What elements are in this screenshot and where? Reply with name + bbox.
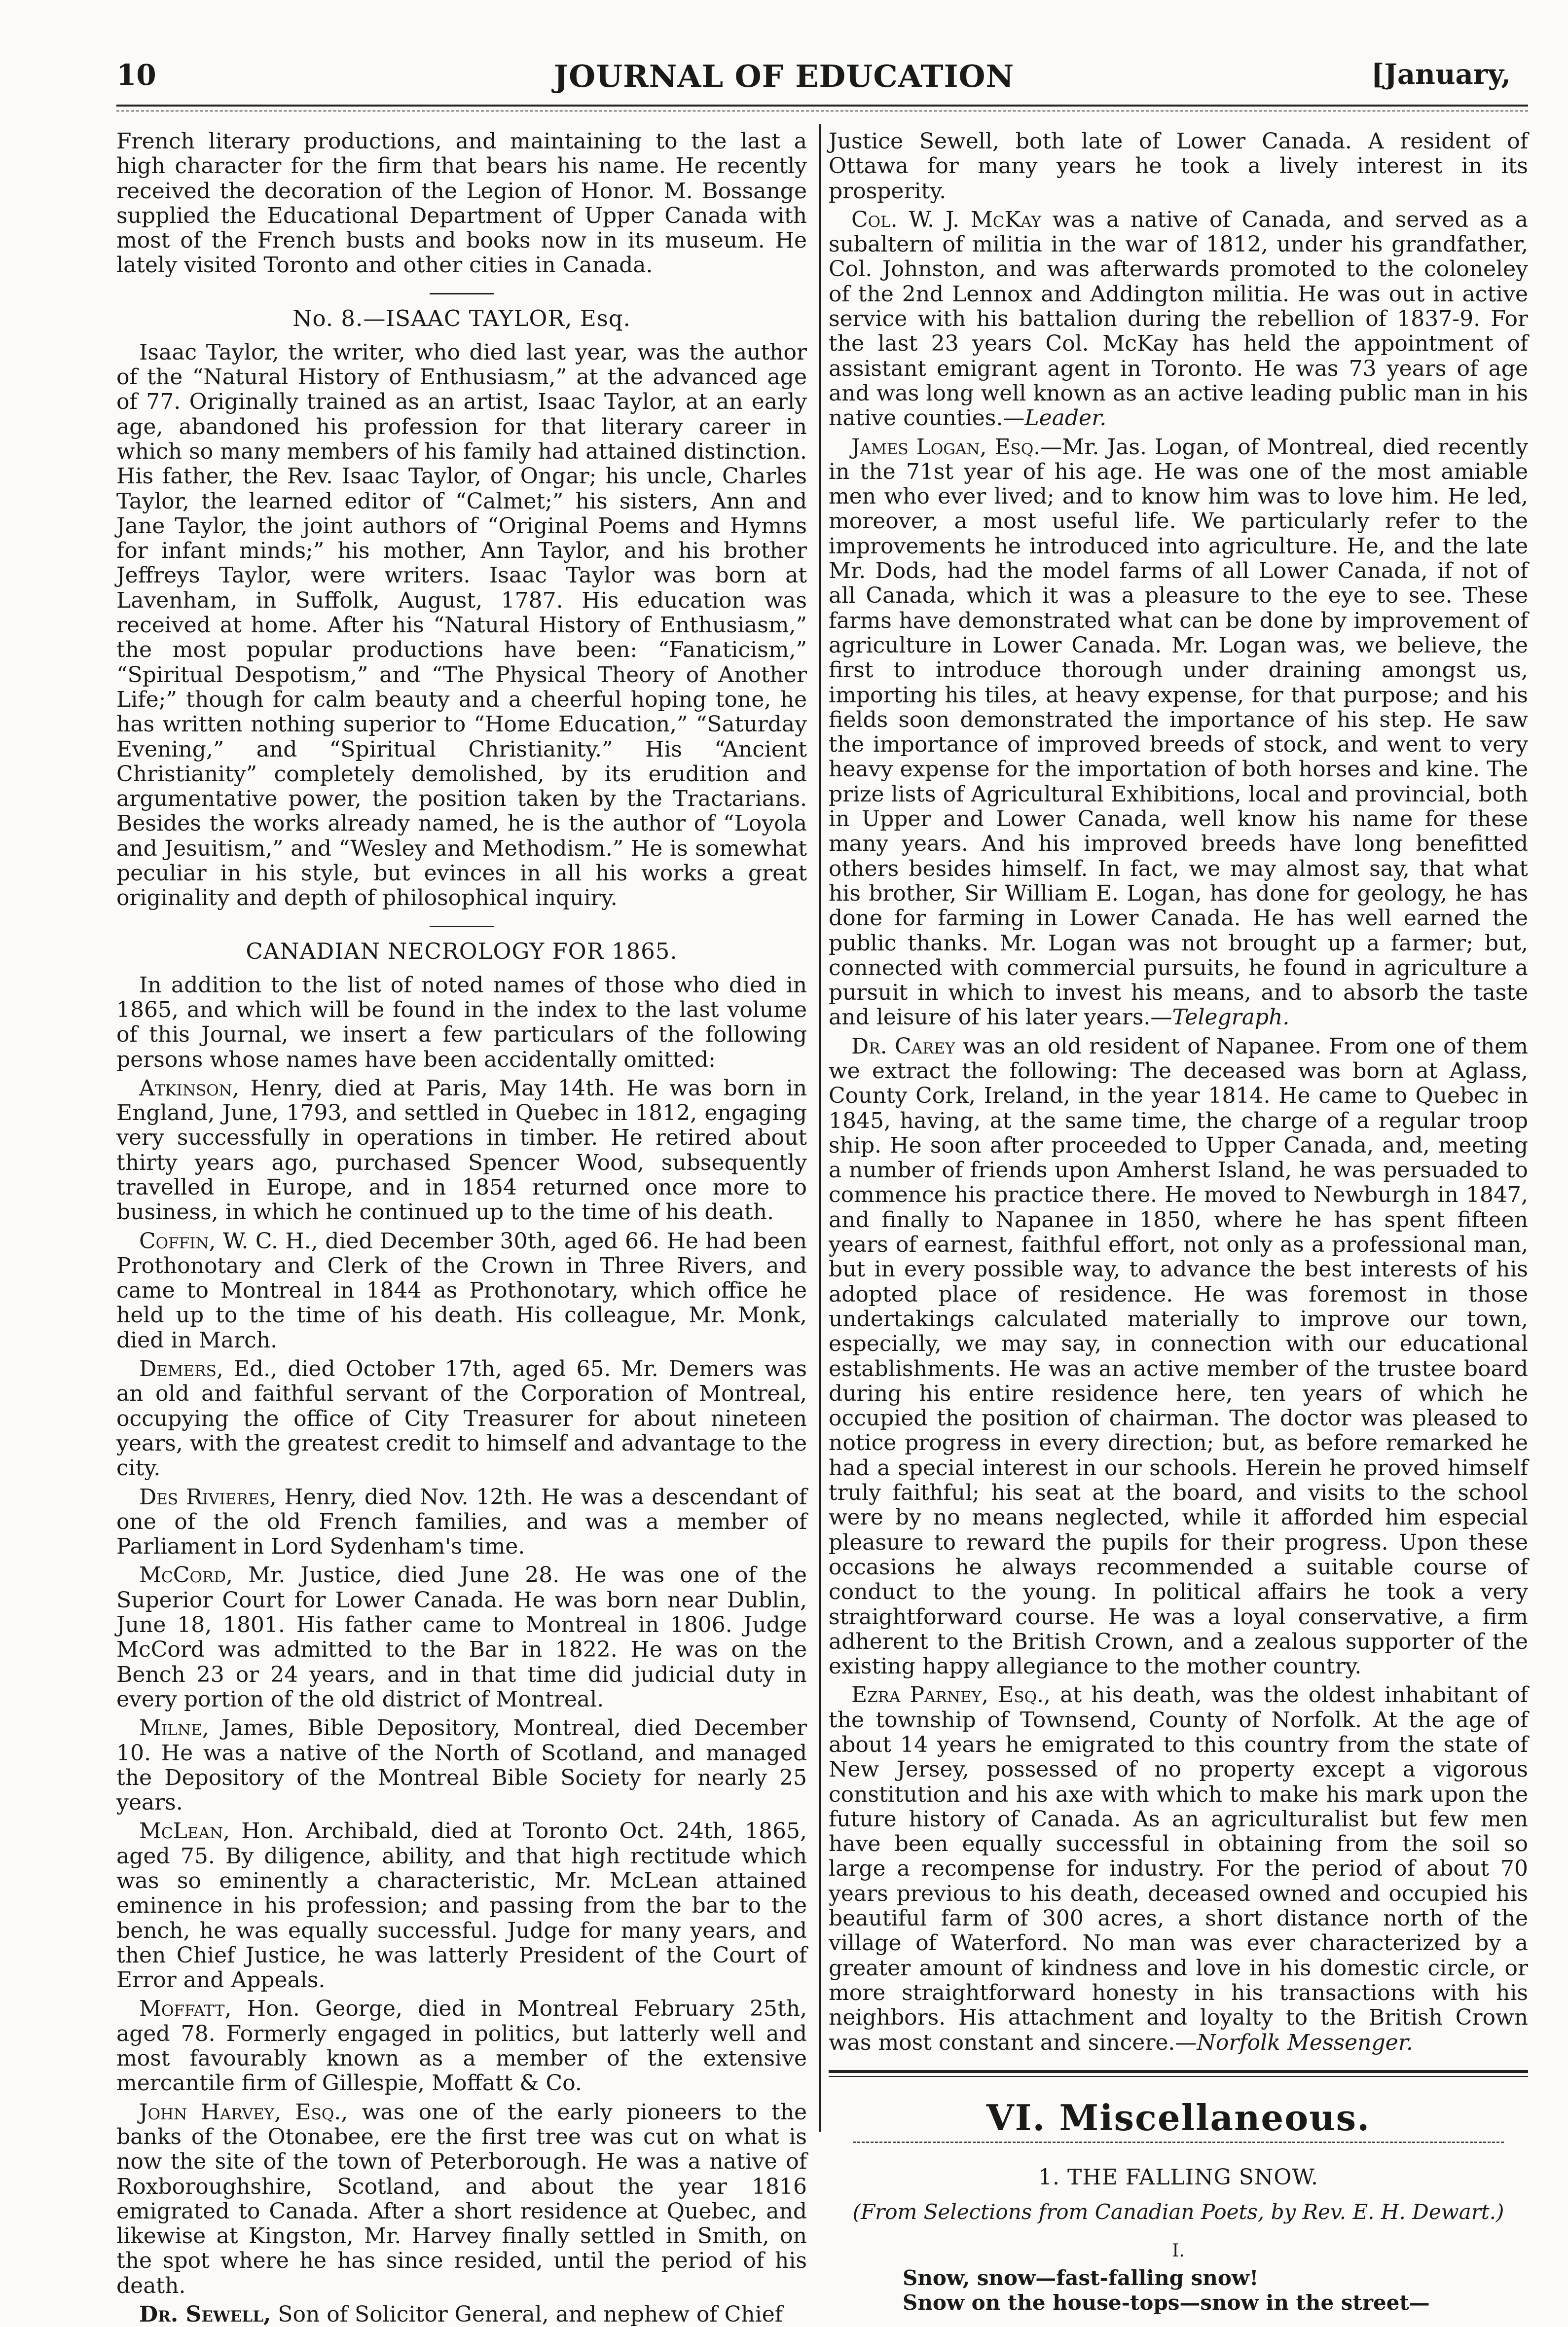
- entry-name: McLean,: [139, 1818, 230, 1844]
- entry-text: —Mr. Jas. Logan, of Montreal, died recently in the 71st year of his age. He was one of the most amiable men who ever lived; and to know him was to love him. He led, moreover, a most useful life. We particularly refer to the improvements he introduced into agriculture. He, and the late Mr. Dods, had the model farms of all Lower Canada, if not of all Canada, which it was a pleasure to the eye to see. These farms have demonstrated what can be done by improvement of agriculture in Lower Canada. Mr. Logan was, we believe, the first to introduce thorough under draining amongst us, importing his tiles, at heavy expense, for that purpose; and his fields soon demonstrated the importance of his step. He saw the importance of improved breeds of stock, and went to very heavy expense for the importation of both horses and kine. The prize lists of Agricultural Exhibitions, local and provincial, both in Upper and Lower Canada, well know his name for these many years. And his improved breeds have long benefitted others besides himself. In fact, we may almost say, that what his brother, Sir William E. Logan, has done for geology, he has done for farming in Lower Canada. He has well earned the public thanks. Mr. Logan was not brought up a farmer; but, connected with commercial pursuits, he found in agriculture a pursuit in which to invest his means, and to absorb the taste and leisure of his later years.—: [829, 434, 1529, 1030]
- journal-title: JOURNAL OF EDUCATION: [553, 58, 1015, 94]
- entry-text: Ed., died October 17th, aged 65. Mr. Demers was an old and faithful servant of the Corporation of Montreal, occupying the office of City Treasurer for about nineteen years, with the greatest credit to himself and advantage to the city.: [116, 1356, 807, 1481]
- obituary-entry: [116, 1229, 807, 1353]
- intro-paragraph: French literary productions, and maintaining to the last a high character for the firm that bears his name. He recently received the decoration of the Legion of Honor. M. Bossange supplied the Educational Department of Upper Canada with most of the French busts and books now in its museum. He lately visited Toronto and other cities in Canada.: [116, 129, 807, 278]
- header-rule-dashed: [116, 110, 1528, 111]
- taylor-paragraph: Isaac Taylor, the writer, who died last year, was the author of the “Natural History of Enthusiasm,” at the advanced age of 77. Originally trained as an artist, Isaac Taylor, at an early age, abandoned his profession for that literary career in which so many members of his family had attained distinction. His father, the Rev. Isaac Taylor, of Ongar; his uncle, Charles Taylor, the learned editor of “Calmet;” his sisters, Ann and Jane Taylor, the joint authors of “Original Poems and Hymns for infant minds;” his mother, Ann Taylor, and his brother Jeffreys Taylor, were writers. Isaac Taylor was born at Lavenham, in Suffolk, August, 1787. His education was received at home. After his “Natural History of Enthusiasm,” the most popular productions have been: “Fanaticism,” “Spiritual Despotism,” and “The Physical Theory of Another Life;” though for calm beauty and a cheerful hoping tone, he has written nothing superior to “Home Education,” “Saturday Evening,” and “Spiritual Christianity.” His “Ancient Christianity” completely demolished, by its erudition and argumentative power, the position taken by the Tractarians. Besides the works already named, he is the author of “Loyola and Jesuitism,” and “Wesley and Methodism.” He is somewhat peculiar in his style, but evinces in all his works a great originality and depth of philosophical inquiry.: [116, 339, 807, 911]
- entry-source: Norfolk Messenger.: [1197, 2030, 1413, 2055]
- continuation-paragraph: Justice Sewell, both late of Lower Canada. A resident of Ottawa for many years he took a lively interest in its prosperity.: [829, 129, 1528, 204]
- stanza-number: I.: [1172, 2240, 1185, 2261]
- entry-text: W. C. H., died December 30th, aged 66. He had been Prothonotary and Clerk of the Crown in Three Rivers, and came to Montreal in 1844 as Prothonotary, which office he held up to the time of his death. His colleague, Mr. Monk, died in March.: [116, 1228, 807, 1353]
- obituary-entry: [116, 2302, 807, 2327]
- poem-title: 1. THE FALLING SNOW.: [1038, 2164, 1318, 2190]
- necrology-intro: In addition to the list of noted names of those who died in 1865, and which will be found in the index to the last volume of this Journal, we insert a few particulars of the following persons whose names have been accidentally omitted:: [116, 972, 807, 1072]
- entry-name: McCord,: [139, 1563, 233, 1588]
- entry-name: Dr. Carey: [851, 1033, 955, 1059]
- column-divider: [819, 124, 821, 2132]
- entry-name: Moffatt,: [139, 1996, 232, 2022]
- obituary-entry: [116, 1357, 807, 1481]
- entry-text: Mr. Justice, died June 28. He was one of the Superior Court for Lower Canada. He was born near Dublin, June 18, 1801. His father came to Montreal in 1806. Judge McCord was admitted to the Bar in 1822. He was on the Bench 23 or 24 years, and in that time did judicial duty in every portion of the old district of Montreal.: [116, 1563, 807, 1712]
- entry-text: was an old resident of Napanee. From one of them we extract the following: The deceased was born at Aglass, County Cork, Ireland, in the year 1814. He came to Quebec in 1845, having, at the same time, the charge of a regular troop ship. He soon after proceeded to Upper Canada, and, meeting a number of friends upon Amherst Island, he was persuaded to commence his practice there. He moved to Newburgh in 1847, and finally to Napanee in 1850, where he has spent fifteen years of earnest, faithful effort, not only as a professional man, but in every possible way, to advance the best interests of his adopted place of residence. He was foremost in those undertakings calculated materially to improve our town, especially, we may say, in connection with our educational establishments. He was an active member of the trustee board during his entire residence here, ten years of which he occupied the position of chairman. The doctor was pleased to notice progress in every direction; but, as before remarked he had a special interest in our schools. Herein he proved himself truly faithful; his seat at the board, and visits to the school were by no means neglected, while it afforded him especial pleasure to reward the pupils for their progress. Upon these occasions he always recommended a suitable course of conduct to the young. In political affairs he took a very straightforward course. He was a loyal conservative, a firm adherent to the British Crown, and a zealous supporter of the existing happy allegiance to the mother country.: [829, 1033, 1528, 1679]
- right-column: [829, 129, 1529, 2315]
- left-column: [116, 129, 807, 2327]
- obituary-entry: [829, 1683, 1528, 2055]
- obituary-entry: [116, 1076, 807, 1225]
- entry-name: Ezra Parney, Esq.,: [851, 1682, 1051, 1708]
- entry-text: Henry, died Nov. 12th. He was a descendant of one of the old French families, and was a member of Parliament in Lord Sydenham's time.: [116, 1484, 807, 1560]
- section-divider: [430, 926, 494, 927]
- necrology-heading: CANADIAN NECROLOGY FOR 1865.: [246, 938, 678, 964]
- entry-text: was one of the early pioneers to the banks of the Otonabee, ere the first tree was cut on what is now the site of the town of Peterborough. He was a native of Roxboroughshire, Scotland, and about the year 1816 emigrated to Canada. After a short residence at Quebec, and likewise at Kingston, Mr. Harvey finally settled in Smith, on the spot where he has since resided, until the period of his death.: [116, 2099, 807, 2298]
- entry-text: Henry, died at Paris, May 14th. He was born in England, June, 1793, and settled in Quebec in 1812, engaging very successfully in operations in timber. He retired about thirty years ago, purchased Spencer Wood, subsequently travelled in Europe, and in 1854 returned once more to business, in which he continued up to the time of his death.: [116, 1075, 807, 1225]
- obituary-entry: [829, 435, 1528, 1030]
- taylor-heading: No. 8.—ISAAC TAYLOR, Esq.: [292, 305, 631, 331]
- entry-name: Atkinson,: [139, 1075, 239, 1101]
- section-heading: VI. Miscellaneous.: [986, 2096, 1371, 2139]
- entry-text: was a native of Canada, and served as a subaltern of militia in the war of 1812, under his grandfather, Col. Johnston, and was afterwards promoted to the coloneley of the 2nd Lennox and Addington militia. He was out in active service with his battalion during the rebellion of 1837-9. For the last 23 years Col. McKay has held the appointment of assistant emigrant agent in Toronto. He was 73 years of age and was long well known as an active leading public man in his native counties.—: [829, 207, 1528, 431]
- entry-text: Hon. George, died in Montreal February 25th, aged 78. Formerly engaged in politics, but latterly well and most favourably known as a member of the extensive mercantile firm of Gillespie, Moffatt & Co.: [116, 1996, 807, 2096]
- page-number: 10: [116, 58, 156, 92]
- verse-line: Snow on the house-tops—snow in the street—: [903, 2290, 1430, 2315]
- entry-name: Col. W. J. McKay: [851, 207, 1041, 232]
- entry-name: Milne,: [139, 1715, 209, 1741]
- poem-source: (From Selections from Canadian Poets, by Rev. E. H. Dewart.): [852, 2199, 1504, 2224]
- obituary-entry: [116, 1997, 807, 2096]
- entry-name: John Harvey, Esq.,: [139, 2099, 348, 2125]
- obituary-entry: [116, 2100, 807, 2298]
- verse-line: Snow, snow—fast-falling snow!: [903, 2265, 1259, 2290]
- header-month: [January,: [1371, 58, 1511, 91]
- entry-name: Demers,: [139, 1356, 223, 1382]
- obituary-entry: [116, 1819, 807, 1993]
- section-divider: [430, 293, 494, 294]
- obituary-entry: [829, 208, 1528, 431]
- entry-name: Coffin,: [139, 1228, 216, 1254]
- entry-name: Dr. Sewell,: [139, 2302, 271, 2327]
- obituary-entry: [116, 1716, 807, 1815]
- entry-text: Hon. Archibald, died at Toronto Oct. 24th, 1865, aged 75. By diligence, ability, and that high rectitude which was so eminently a characteristic, Mr. McLean attained eminence in his profession; and passing from the bar to the bench, he was equally successful. Judge for many years, and then Chief Justice, he was latterly President of the Court of Error and Appeals.: [116, 1818, 807, 1993]
- entry-text: Son of Solicitor General, and nephew of Chief: [271, 2302, 783, 2327]
- entry-source: Telegraph.: [1172, 1005, 1290, 1030]
- entry-source: Leader.: [1024, 405, 1107, 431]
- entry-name: James Logan, Esq.: [851, 434, 1041, 460]
- entry-text: James, Bible Depository, Montreal, died December 10. He was a native of the North of Scotland, and managed the Depository of the Montreal Bible Society for nearly 25 years.: [116, 1715, 807, 1816]
- header-rule: [116, 105, 1528, 107]
- obituary-entry: [116, 1563, 807, 1712]
- entry-name: Des Rivieres,: [139, 1484, 277, 1510]
- section-double-rule: [829, 2070, 1528, 2077]
- entry-text: at his death, was the oldest inhabitant of the township of Townsend, County of Norfolk. At the age of about 14 years he emigrated to this country from the state of New Jersey, possessed of no property except a vigorous constitution and his axe with which to make his mark upon the future history of Canada. As an agriculturalist but few men have been equally successful in obtaining from the soil so large a recompense for industry. For the period of about 70 years previous to his death, deceased owned and occupied his beautiful farm of 300 acres, a short distance north of the village of Waterford. No man was ever characterized by a greater amount of kindness and love in his domestic circle, or more straightforward honesty in his transactions with his neighbors. His attachment and loyalty to the British Crown was most constant and sincere.—: [829, 1682, 1528, 2055]
- obituary-entry: [829, 1034, 1528, 1679]
- ornamental-rule: [853, 2142, 1504, 2143]
- obituary-entry: [116, 1485, 807, 1560]
